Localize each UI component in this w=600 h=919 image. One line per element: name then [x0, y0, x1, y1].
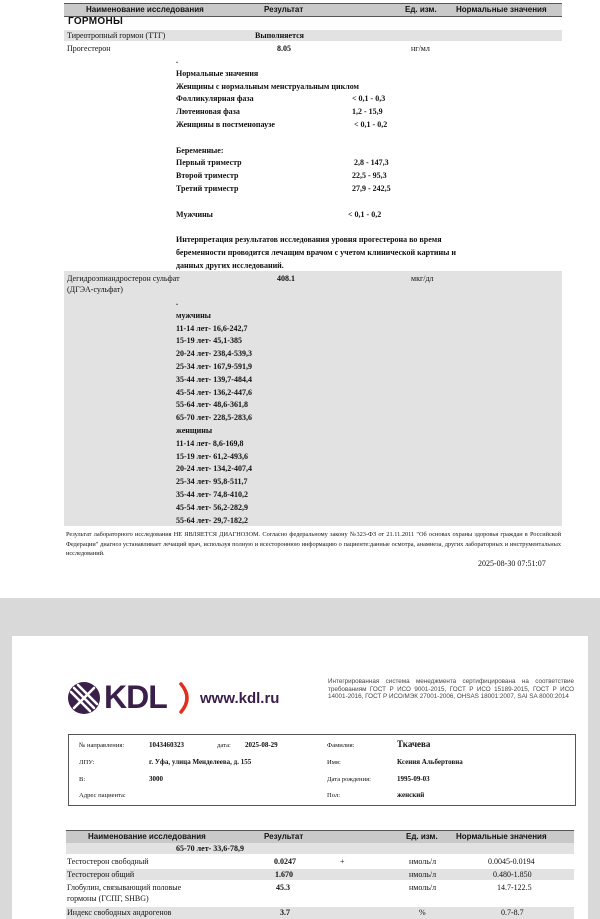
site-link[interactable]: www.kdl.ru: [200, 690, 280, 707]
test-norm: 0.480-1.850: [493, 870, 532, 879]
test-name: Тиреотропный гормон (ТТГ): [67, 31, 166, 40]
ref-label: Женщины в постменопаузе: [176, 119, 275, 129]
ref-label: Фолликулярная фаза: [176, 94, 254, 104]
test-name: Глобулин, связывающий половые: [67, 883, 182, 892]
test-name: Тестостерон общий: [67, 870, 135, 879]
certification-text: Интегрированная система менеджмента сертифицирована на соответствие требованиям ГОСТ Р ИСО 9001-2015, ГОСТ Р ИСО 15189-2015, ГОСТ Р ИСО 14001-2016, ГОСТ Р ИСО/МЭК 27001-2006, OHSAS 18001:2007, SAI SA 8000:2014: [328, 678, 574, 701]
report-page-2: [12, 636, 588, 919]
date-label: дата:: [217, 742, 231, 749]
col-unit-header: Ед. изм.: [405, 5, 437, 14]
ref-line: 55-64 лет- 29,7-182,2: [176, 515, 248, 525]
test-result: 45.3: [276, 883, 290, 892]
ref-line: 45-54 лет- 56,2-282,9: [176, 502, 248, 512]
ref-label: Третий триместр: [176, 183, 239, 193]
date-value: 2025-08-29: [245, 741, 278, 749]
col-name-header: Наименование исследования: [88, 832, 206, 841]
address-label: Адрес пациента:: [79, 792, 126, 799]
test-norm: 14.7-122.5: [497, 883, 532, 892]
ref-line: 65-70 лет- 228,5-283,6: [176, 413, 252, 423]
ref-title: Нормальные значения: [176, 68, 259, 78]
test-unit: мкг/дл: [411, 274, 434, 283]
surname-value: Ткачева: [397, 739, 431, 749]
test-name: гормоны (ГСПГ, SHBG): [67, 894, 149, 903]
ref-value: 1,2 - 15,9: [352, 107, 383, 117]
col-norm-header: Нормальные значения: [456, 5, 547, 14]
test-unit: %: [419, 908, 426, 917]
lpu-label: ЛПУ:: [79, 759, 95, 766]
test-unit: нмоль/л: [409, 883, 437, 892]
ref-dot: .: [176, 56, 178, 65]
col-norm-header: Нормальные значения: [456, 832, 547, 841]
table-row-shaded: [66, 843, 574, 854]
ref-value: < 0,1 - 0,2: [348, 209, 382, 219]
interpretation-text: Интерпретация результатов исследования уровня прогестерона во время: [176, 235, 442, 245]
ref-value: < 0,1 - 0,2: [354, 119, 388, 129]
ref-value: < 0,1 - 0,3: [352, 94, 386, 104]
ref-line: 55-64 лет- 48,6-361,8: [176, 400, 248, 410]
birth-label: Дата рождения:: [327, 776, 371, 783]
kdl-logo-text: KDL: [104, 679, 167, 715]
ref-label: Лютеиновая фаза: [176, 107, 240, 117]
col-result-header: Результат: [264, 5, 304, 14]
lpu-value: г. Уфа, улица Менделеева, д. 155: [149, 758, 252, 766]
test-result: 8.05: [277, 44, 291, 53]
table-row-shaded: [64, 271, 562, 526]
ref-value: 27,9 - 242,5: [352, 183, 391, 193]
col-result-header: Результат: [264, 832, 304, 841]
ref-line: 20-24 лет- 134,2-407,4: [176, 464, 252, 474]
ref-line: 35-44 лет- 74,8-410,2: [176, 489, 248, 499]
test-name: Прогестерон: [67, 44, 111, 53]
ref-line: 25-34 лет- 167,9-591,9: [176, 361, 252, 371]
logo-arc-icon: [178, 682, 194, 719]
test-result: 408.1: [277, 274, 295, 283]
birth-value: 1995-09-03: [397, 775, 430, 783]
direction-number: 1043460323: [149, 741, 184, 749]
surname-label: Фамилия:: [327, 742, 355, 749]
test-unit: нг/мл: [411, 44, 430, 53]
v-value: 3000: [149, 775, 163, 783]
test-norm: 0.0045-0.0194: [488, 857, 535, 866]
test-result: Выполняется: [255, 31, 304, 40]
ref-line: 25-34 лет- 95,8-511,7: [176, 477, 248, 487]
ref-label: Второй триместр: [176, 171, 239, 181]
ref-title: Беременные:: [176, 145, 224, 155]
ref-title: женщины: [176, 425, 213, 435]
table-header: [66, 830, 574, 844]
test-name: Дегидроэпиандростерон сульфат: [67, 274, 180, 283]
test-result: 1.670: [275, 870, 293, 879]
test-result: 3.7: [280, 908, 290, 917]
abnormal-flag: +: [340, 857, 345, 866]
test-norm: 0.7-8.7: [501, 908, 524, 917]
disclaimer: Результат лабораторного исследования НЕ ЯВЛЯЕТСЯ ДИАГНОЗОМ. Согласно федеральному закону №323-ФЗ от 21.11.2011 "Об основах охраны здоровья граждан в Российской Федерации" диагноз устанавливает лечащий врач, используя полную и всестороннюю информацию о пациенте:данные осмотра, анамнеза, других лабораторных и инструментальных исследований.: [66, 531, 561, 558]
ref-line: 11-14 лет- 16,6-242,7: [176, 323, 248, 333]
ref-line: 15-19 лет- 45,1-385: [176, 336, 242, 346]
name-value: Ксения Альбертовна: [397, 758, 463, 766]
test-unit: нмоль/л: [409, 857, 437, 866]
ref-line: 35-44 лет- 139,7-484,4: [176, 374, 252, 384]
carry-over-ref: 65-70 лет- 33,6-78,9: [176, 844, 244, 853]
col-unit-header: Ед. изм.: [406, 832, 438, 841]
patient-info-box: [68, 734, 576, 806]
ref-subtitle: Женщины с нормальным менструальным циклом: [176, 81, 359, 91]
dhea-reference-block: [176, 297, 252, 527]
direction-label: № направления:: [79, 742, 125, 749]
kdl-logo-icon: [66, 680, 102, 721]
interpretation-text: беременности проводится лечащим врачом с учетом клинической картины и: [176, 247, 456, 257]
ref-label: Мужчины: [176, 209, 213, 219]
test-name: Тестостерон свободный: [67, 857, 149, 866]
sex-value: женский: [397, 791, 425, 799]
section-title: ГОРМОНЫ: [68, 16, 124, 27]
test-result: 0.0247: [274, 857, 296, 866]
ref-label: Первый триместр: [176, 158, 242, 168]
ref-line: 20-24 лет- 238,4-539,3: [176, 349, 252, 359]
ref-value: 2,8 - 147,3: [354, 158, 389, 168]
ref-line: 11-14 лет- 8,6-169,8: [176, 438, 244, 448]
ref-line: 45-54 лет- 136,2-447,6: [176, 387, 252, 397]
interpretation-text: данных других исследований.: [176, 260, 284, 270]
ref-line: 15-19 лет- 61,2-493,6: [176, 451, 248, 461]
ref-dot: .: [176, 298, 178, 307]
ref-title: мужчины: [176, 310, 211, 320]
v-label: В:: [79, 776, 86, 783]
table-header: [64, 3, 562, 17]
progesterone-reference-block: [176, 55, 456, 273]
sex-label: Пол:: [327, 792, 341, 799]
col-name-header: Наименование исследования: [86, 5, 204, 14]
test-name: Индекс свободных андрогенов: [67, 908, 172, 917]
name-label: Имя:: [327, 759, 341, 766]
print-datetime: 2025-08-30 07:51:07: [478, 559, 546, 568]
test-unit: нмоль/л: [409, 870, 437, 879]
ref-value: 22,5 - 95,3: [352, 171, 387, 181]
test-name: (ДГЭА-сульфат): [67, 285, 123, 294]
